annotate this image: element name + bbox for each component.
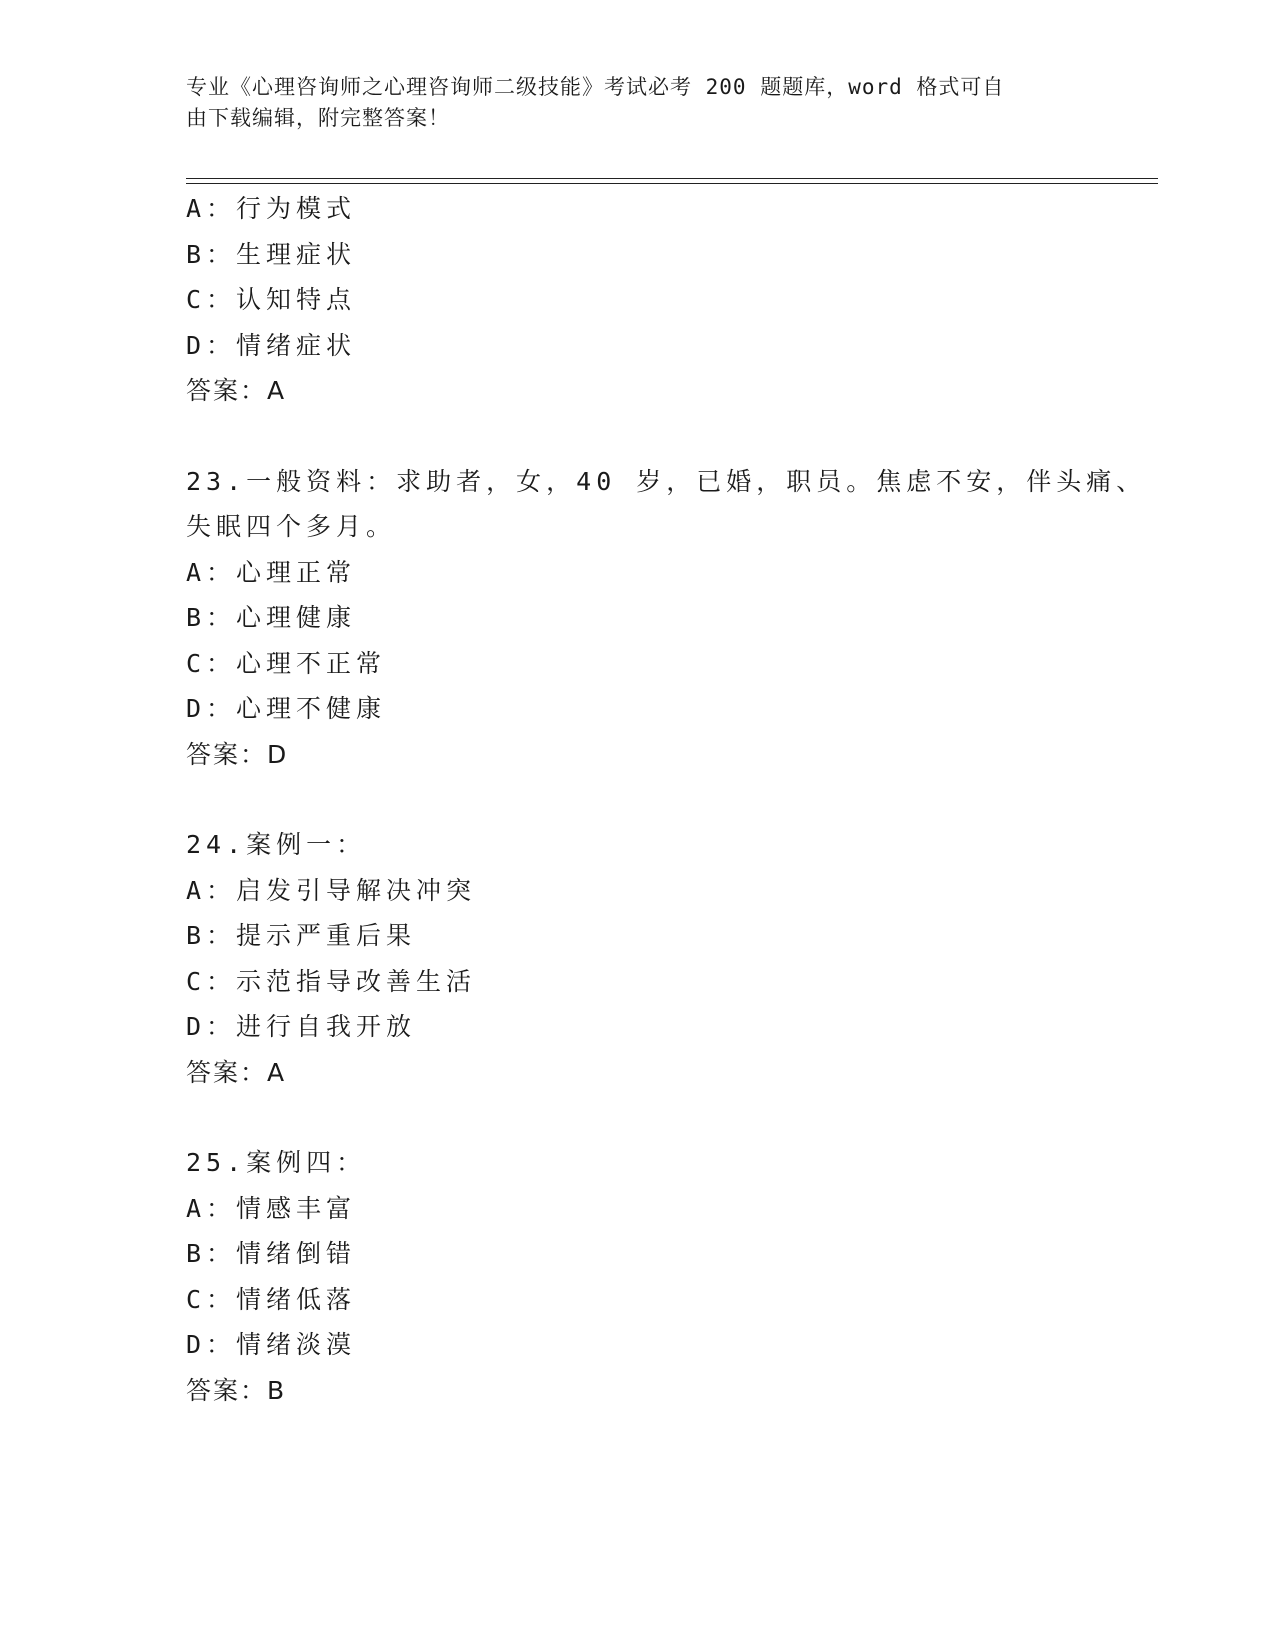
header-line-1: 专业《心理咨询师之心理咨询师二级技能》考试必考 200 题题库，word 格式可自 (186, 75, 1005, 99)
option-c: C：认知特点 (186, 285, 357, 314)
question-stem-continued: 失眠四个多月。 (186, 512, 397, 541)
option-d: D：心理不健康 (186, 694, 387, 723)
option-d: D：情绪症状 (186, 330, 357, 360)
document-header (186, 72, 1066, 134)
question-stem: 24.案例一： (186, 830, 367, 859)
spacer (186, 414, 1086, 459)
option-b: B：心理健康 (186, 603, 357, 632)
question-block-24 (186, 822, 1086, 1095)
question-stem: 23.一般资料：求助者，女，40 岁，已婚，职员。焦虑不安，伴头痛、 (186, 466, 1147, 496)
answer: 答案：B (186, 1375, 287, 1405)
option-c: C：示范指导改善生活 (186, 966, 477, 996)
answer: 答案：A (186, 1057, 287, 1087)
question-stem: 25.案例四： (186, 1148, 367, 1177)
answer: 答案：A (186, 376, 287, 405)
answer: 答案：D (186, 739, 289, 769)
header-divider-top (186, 178, 1158, 179)
header-divider-bottom (186, 183, 1158, 184)
option-d: D：情绪淡漠 (186, 1330, 357, 1359)
spacer (186, 1095, 1086, 1140)
option-d: D：进行自我开放 (186, 1012, 417, 1041)
header-line-2: 由下载编辑，附完整答案！ (186, 106, 450, 130)
question-block-23 (186, 459, 1147, 778)
option-a: A：启发引导解决冲突 (186, 875, 477, 905)
option-b: B：生理症状 (186, 239, 357, 269)
option-a: A：行为模式 (186, 194, 357, 223)
option-a: A：心理正常 (186, 557, 357, 587)
question-block-22 (186, 186, 1086, 414)
option-b: B：情绪倒错 (186, 1239, 357, 1268)
option-c: C：心理不正常 (186, 648, 387, 678)
spacer (186, 777, 1086, 822)
option-c: C：情绪低落 (186, 1284, 357, 1314)
question-list (186, 186, 1147, 1413)
question-block-25 (186, 1140, 1086, 1413)
option-b: B：提示严重后果 (186, 921, 417, 950)
option-a: A：情感丰富 (186, 1193, 357, 1223)
